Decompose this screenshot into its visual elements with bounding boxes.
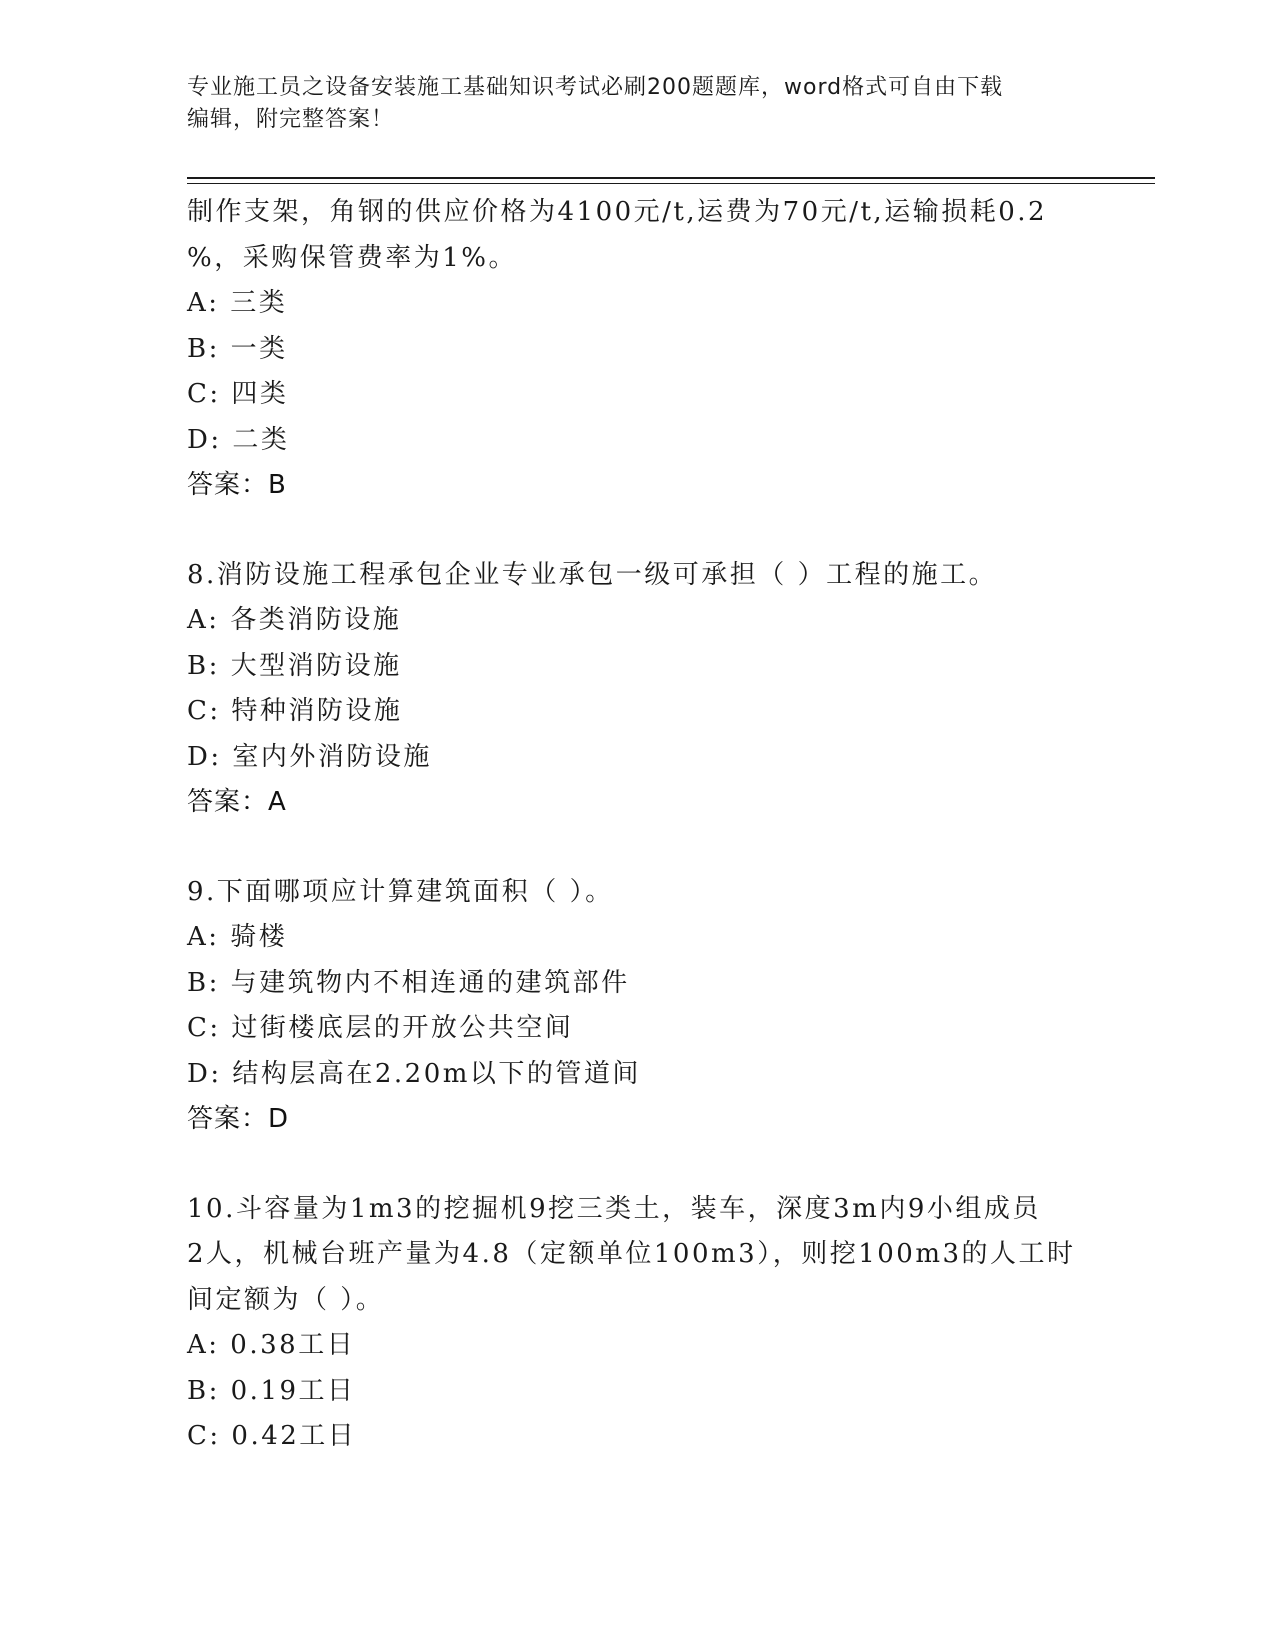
question-stem-line: 间定额为（ ）。 [187, 1284, 385, 1315]
question-stem-line: 9.下面哪项应计算建筑面积（ ）。 [187, 876, 614, 907]
option-c: C: 过街楼底层的开放公共空间 [187, 1013, 574, 1043]
question-9 [187, 870, 1087, 1143]
answer-line: 答案：D [187, 1104, 290, 1134]
question-stem-line: 10.斗容量为1m3的挖掘机9挖三类土，装车，深度3m内9小组成员 [187, 1193, 1041, 1224]
question-spacer [187, 1143, 1087, 1187]
option-d: D: 室内外消防设施 [187, 741, 432, 772]
option-a: A: 骑楼 [187, 922, 288, 952]
answer-line: 答案：A [187, 787, 287, 817]
document-header [187, 72, 1087, 136]
option-b: B: 大型消防设施 [187, 650, 402, 681]
question-stem-line: 8.消防设施工程承包企业专业承包一级可承担（ ）工程的施工。 [187, 559, 998, 590]
option-d: D: 结构层高在2.20m以下的管道间 [187, 1058, 641, 1089]
header-divider-thick [187, 177, 1155, 179]
option-b: B: 0.19工日 [187, 1375, 356, 1406]
header-divider-thin [187, 183, 1155, 184]
question-spacer [187, 509, 1087, 553]
question-8 [187, 553, 1087, 826]
option-c: C: 四类 [187, 379, 289, 409]
answer-line: 答案：B [187, 470, 287, 500]
question-list [187, 190, 1087, 1460]
question-spacer [187, 826, 1087, 870]
option-a: A: 0.38工日 [187, 1330, 356, 1360]
option-c: C: 特种消防设施 [187, 696, 403, 726]
header-title-line-1: 专业施工员之设备安装施工基础知识考试必刷200题题库，word格式可自由下载 [187, 75, 1004, 100]
option-a: A: 三类 [187, 288, 288, 318]
question-stem-line: 2人，机械台班产量为4.8（定额单位100m3），则挖100m3的人工时 [187, 1239, 1076, 1269]
option-c: C: 0.42工日 [187, 1421, 357, 1451]
option-b: B: 一类 [187, 333, 288, 364]
option-a: A: 各类消防设施 [187, 605, 402, 635]
question-stem-line: %，采购保管费率为1%。 [187, 242, 517, 273]
question-7 [187, 190, 1087, 509]
header-title-line-2: 编辑，附完整答案！ [187, 107, 395, 132]
question-stem-line: 制作支架，角钢的供应价格为4100元/t,运费为70元/t,运输损耗0.2 [187, 197, 1048, 227]
question-10 [187, 1187, 1087, 1460]
option-b: B: 与建筑物内不相连通的建筑部件 [187, 967, 630, 998]
option-d: D: 二类 [187, 424, 290, 455]
